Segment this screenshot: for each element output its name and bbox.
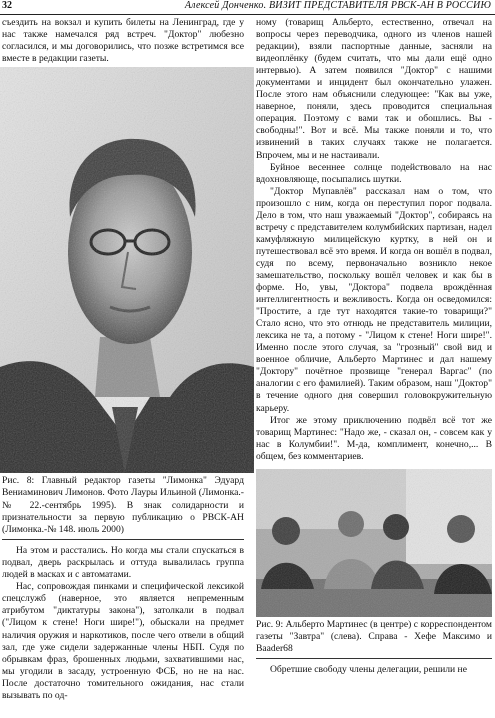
left-top-text: съездить на вокзал и купить билеты на Ленинград, где у нас также намечался ряд встреч. "Доктор" любезно согласился, и мы договорились, что позже встретимся все вместе в редакции газеты.	[2, 17, 244, 65]
right-paragraph-3: "Доктор Мупавлёв" рассказал нам о том, что произошло с ним, когда он переступил порог подвала. Дело в том, что наш уважаемый "Доктор", собираясь на встречу с представителем колумбийских партизан, надел камуфляжную милицейскую куртку, в ней он и путешествовал всё это время. И когда он вошёл в подвал, судя по всему, первоначально возникло некое замешательство, поскольку вошёл человек и как бы в форме. Но, увы, "Доктора" подвела врождённая интеллигентность и вежливость. Когда он осведомился: "Простите, а где тут находятся такие-то товарищи?" Стало ясно, что это отнюдь не представитель милиции, лексика не та, а потому - "Лицом к стене! Ноги шире!". Именно после этого случая, за "грозный" свой вид и военное обличие, Альберто Мартинес и дал нашему "Доктору" почётное прозвище "генерал Варгас" (по аналогии с его фамилией). Таким образом, наш "Доктор" в течение одного дня совершил головокружительную карьеру.	[256, 185, 492, 414]
figure-8-caption: Рис. 8: Главный редактор газеты "Лимонка" Эдуард Вениаминович Лимонов. Фото Лауры Ильиной (Лимонка.-№ 22.-сентябрь 1995). В знак солидарности и признательности за первую публикацию о РВСК-АН (Лимонка.-№ 148. июль 2000)	[2, 475, 244, 535]
left-column	[2, 17, 244, 702]
delegation-group-photo	[256, 469, 492, 617]
caption-divider	[256, 658, 492, 659]
right-column	[256, 17, 492, 676]
right-paragraph-1: ному (товарищ Альберто, естественно, отвечал на вопросы через переводчика, одного из членов нашей редакции), взяли паспортные данные, засняли на видеоплёнку (будем считать, что мы дали ещё одно интервью). А затем появился "Доктор" с нашими документами и инцидент был окончательно улажен. После этого нам объяснили следующее: "Как вы уже, наверное, поняли, здесь проводится специальная операция. Поэтому с вами так и обошлись. Вы - свободны!". Вот и всё. Мы также поняли и то, что извинений в таких случаях также не полагается. Впрочем, мы и не настаивали.	[256, 17, 492, 161]
figure-9-caption: Рис. 9: Альберто Мартинес (в центре) с корреспондентом газеты "Завтра" (слева). Справа - Хефе Максимо и Baader68	[256, 618, 492, 655]
limonov-portrait-photo	[0, 67, 254, 473]
left-paragraph-2: Нас, сопровождая пинками и специфической лексикой спецслужб (наверное, это является непременным атрибутом "диктатуры закона"), затолкали в подвал ("Лицом к стене! Ноги шире!"), обыскали на предмет наличия оружия и наркотиков, после чего отвели в общий зал, где уже сидели задержанные члены НБП. Судя по обрывкам фраз, брошенных людьми, захватившими нас, мы угодили в засаду, устроенную ФСБ, но не на нас. После достаточно томительного ожидания, нас стали вызывать по од-	[2, 581, 244, 701]
left-paragraph-1: На этом и расстались. Но когда мы стали спускаться в подвал, дверь раскрылась и оттуда вывалилась группа людей в масках и с автоматами.	[2, 545, 244, 581]
right-bottom-text: Обретшие свободу члены делегации, решили не	[270, 664, 467, 676]
right-paragraph-4: Итог же этому приключению подвёл всё тот же товарищ Мартинес: "Надо же, - сказал он, - совсем как у нас в Колумбии!". М-да, комплимент, конечно,... В общем, без комментариев.	[256, 414, 492, 462]
caption-divider	[2, 539, 244, 540]
page-number: 32	[2, 0, 12, 11]
right-paragraph-2: Буйное весеннее солнце подействовало на нас вдохновляюще, посыпались шутки.	[256, 161, 492, 185]
running-title: Алексей Донченко. ВИЗИТ ПРЕДСТАВИТЕЛЯ РВСК-АН В РОССИЮ	[184, 0, 491, 11]
page-header	[0, 0, 495, 15]
